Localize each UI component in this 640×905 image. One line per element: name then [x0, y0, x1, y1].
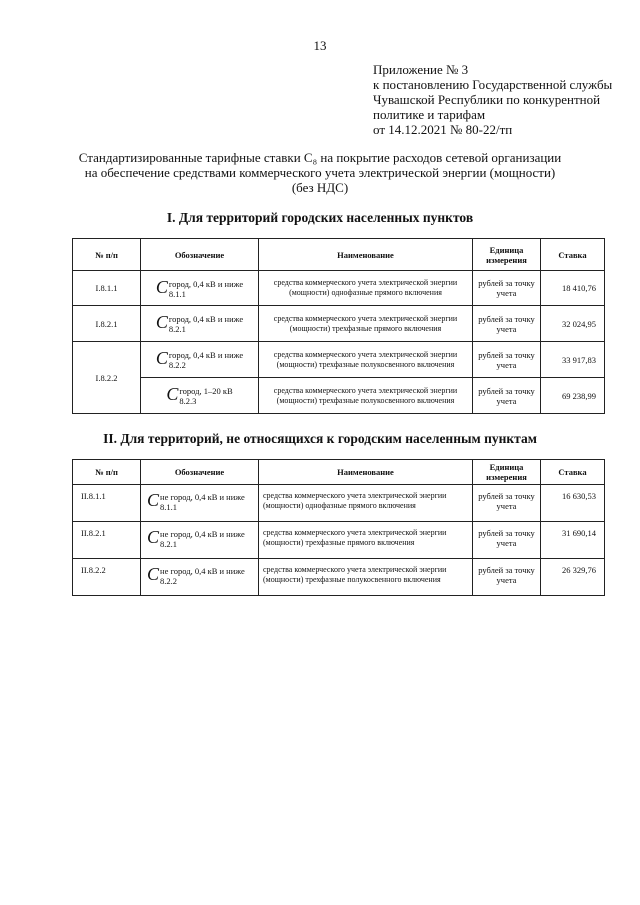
- table-header-row: [73, 239, 605, 271]
- row-name: средства коммерческого учета электрической энергии (мощности) однофазные прямого включения: [259, 485, 473, 522]
- table-row: [73, 378, 605, 414]
- row-name: средства коммерческого учета электрической энергии (мощности) трехфазные полукосвенного включения: [259, 342, 473, 378]
- row-unit: рублей за точку учета: [473, 485, 541, 522]
- appendix-line: к постановлению Государственной службы: [373, 77, 613, 92]
- row-unit: рублей за точку учета: [473, 522, 541, 559]
- row-name: средства коммерческого учета электрической энергии (мощности) трехфазные прямого включения: [259, 306, 473, 342]
- designation-subscript: 8.1.1: [168, 288, 186, 299]
- designation-superscript: город, 1–20 кВ: [179, 386, 233, 396]
- designation-subscript: 8.1.1: [160, 502, 178, 512]
- table-header-row: [73, 460, 605, 485]
- table-row: [73, 485, 605, 522]
- tariff-symbol: C: [147, 490, 160, 510]
- row-designation: [141, 306, 259, 342]
- row-unit: рублей за точку учета: [473, 306, 541, 342]
- designation-superscript: не город, 0,4 кВ и ниже: [160, 566, 245, 576]
- row-unit: рублей за точку учета: [473, 559, 541, 596]
- row-designation: [141, 271, 259, 306]
- title-line: на обеспечение средствами коммерческого учета электрической энергии (мощности): [84, 165, 556, 180]
- col-header-num: № п/п: [73, 239, 141, 271]
- row-unit: рублей за точку учета: [473, 271, 541, 306]
- designation-superscript: не город, 0,4 кВ и ниже: [160, 492, 245, 502]
- row-rate: 32 024,95: [541, 306, 605, 342]
- designation-superscript: город, 0,4 кВ и ниже: [168, 350, 244, 360]
- row-num: I.8.2.2: [73, 342, 141, 414]
- appendix-line: Чувашской Республики по конкурентной: [373, 92, 601, 107]
- row-rate: 33 917,83: [541, 342, 605, 378]
- col-header-unit: Единица измерения: [473, 460, 541, 485]
- row-name: средства коммерческого учета электрической энергии (мощности) однофазные прямого включения: [259, 271, 473, 306]
- row-rate: 18 410,76: [541, 271, 605, 306]
- col-header-designation: Обозначение: [141, 239, 259, 271]
- row-designation: [141, 378, 259, 414]
- tariff-symbol: C: [147, 527, 160, 547]
- row-num: II.8.1.1: [73, 485, 141, 522]
- document-title: [60, 150, 580, 195]
- designation-subscript: 8.2.3: [179, 396, 197, 406]
- row-designation: [141, 485, 259, 522]
- row-name: средства коммерческого учета электрической энергии (мощности) трехфазные полукосвенного включения: [259, 378, 473, 414]
- tariff-symbol: C: [155, 348, 168, 368]
- page-number: 13: [313, 38, 327, 53]
- col-header-name: Наименование: [259, 460, 473, 485]
- designation-superscript: не город, 0,4 кВ и ниже: [160, 529, 245, 539]
- col-header-rate: Ставка: [541, 239, 605, 271]
- row-designation: [141, 559, 259, 596]
- section-heading-urban: I. Для территорий городских населенных пунктов: [166, 210, 474, 225]
- row-name: средства коммерческого учета электрической энергии (мощности) трехфазные прямого включения: [259, 522, 473, 559]
- row-num: I.8.2.1: [73, 306, 141, 342]
- designation-subscript: 8.2.2: [168, 360, 186, 370]
- col-header-name: Наименование: [259, 239, 473, 271]
- col-header-designation: Обозначение: [141, 460, 259, 485]
- row-rate: 31 690,14: [541, 522, 605, 559]
- row-unit: рублей за точку учета: [473, 342, 541, 378]
- table-row: [73, 342, 605, 378]
- tariff-table-rural: [72, 459, 605, 596]
- row-rate: 69 238,99: [541, 378, 605, 414]
- row-name: средства коммерческого учета электрической энергии (мощности) трехфазные полукосвенного включения: [259, 559, 473, 596]
- row-num: II.8.2.1: [73, 522, 141, 559]
- tariff-symbol: C: [147, 564, 160, 584]
- appendix-line: Приложение № 3: [373, 62, 469, 77]
- row-num: I.8.1.1: [73, 271, 141, 306]
- table-row: [73, 559, 605, 596]
- col-header-rate: Ставка: [541, 460, 605, 485]
- table-row: [73, 271, 605, 306]
- appendix-block: [373, 62, 612, 137]
- row-rate: 16 630,53: [541, 485, 605, 522]
- row-designation: [141, 522, 259, 559]
- title-line: Стандартизированные тарифные ставки C₈ на покрытие расходов сетевой организации: [78, 150, 562, 165]
- tariff-symbol: C: [155, 276, 168, 297]
- col-header-num: № п/п: [73, 460, 141, 485]
- designation-superscript: город, 0,4 кВ и ниже: [168, 278, 244, 289]
- appendix-line: политике и тарифам: [373, 107, 486, 122]
- row-rate: 26 329,76: [541, 559, 605, 596]
- designation-superscript: город, 0,4 кВ и ниже: [168, 314, 244, 324]
- designation-subscript: 8.2.1: [160, 539, 178, 549]
- table-row: [73, 306, 605, 342]
- row-unit: рублей за точку учета: [473, 378, 541, 414]
- table-row: [73, 522, 605, 559]
- section-heading-rural: II. Для территорий, не относящихся к городским населенным пунктам: [103, 431, 537, 446]
- row-num: II.8.2.2: [73, 559, 141, 596]
- tariff-symbol: C: [166, 384, 179, 404]
- designation-subscript: 8.2.1: [168, 324, 186, 334]
- col-header-unit: Единица измерения: [473, 239, 541, 271]
- tariff-symbol: C: [155, 312, 168, 332]
- designation-subscript: 8.2.2: [160, 576, 178, 586]
- row-designation: [141, 342, 259, 378]
- title-line: (без НДС): [291, 180, 349, 195]
- appendix-line: от 14.12.2021 № 80-22/тп: [373, 122, 513, 137]
- tariff-table-urban: [72, 238, 605, 414]
